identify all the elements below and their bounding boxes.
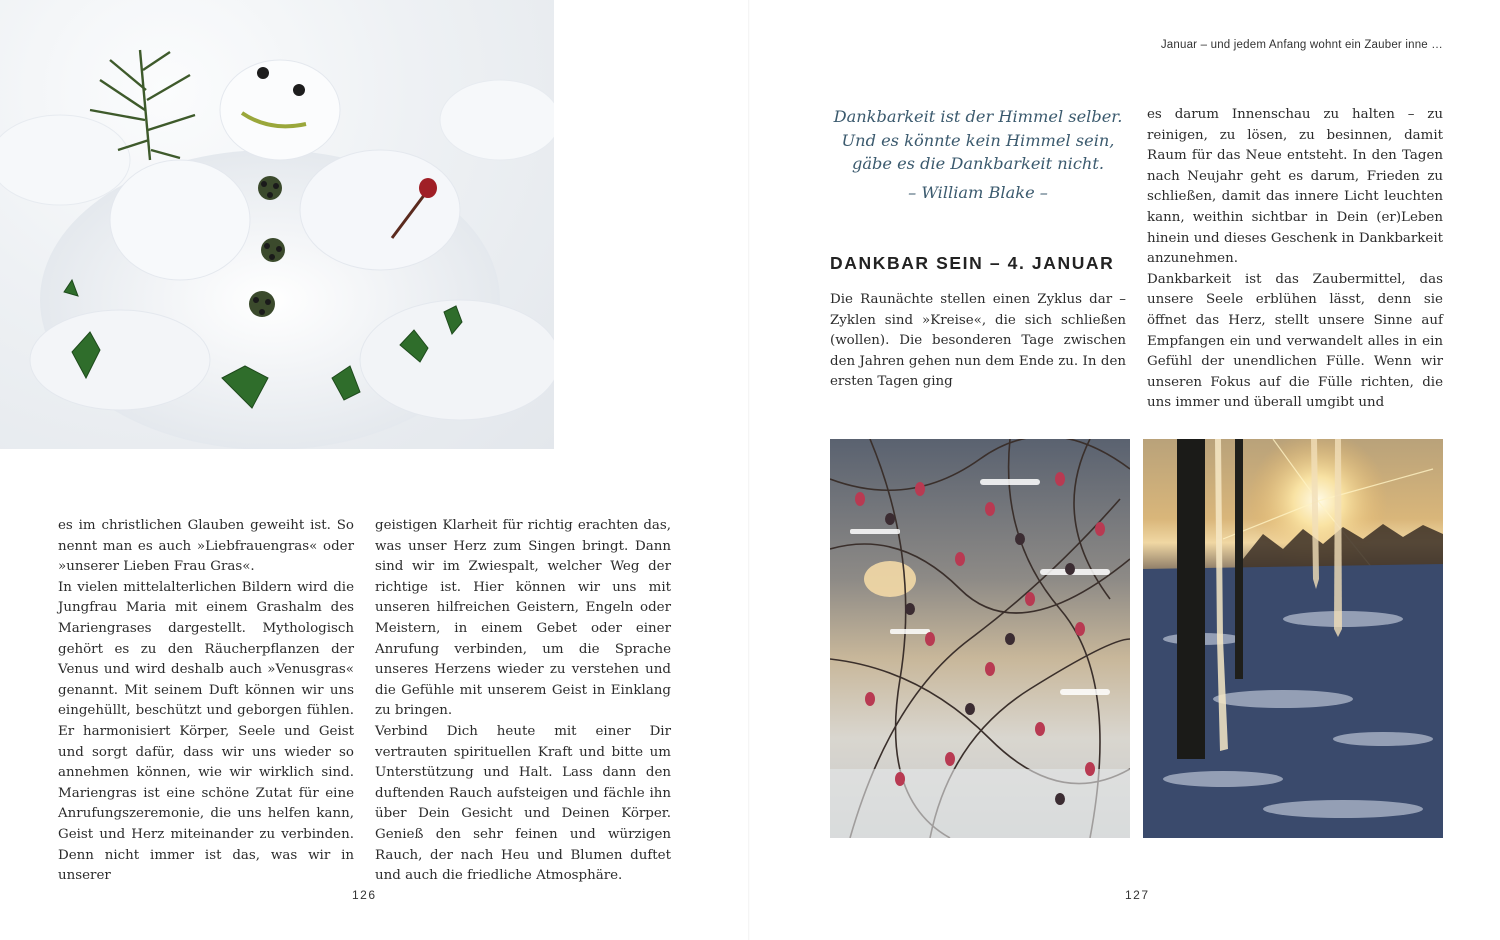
epigraph-quote [830, 105, 1126, 204]
paragraph: In vielen mittelalterlichen Bildern wird die Jungfrau Maria mit einem Grashalm des Mariengrases dargestellt. Mythologisch gehört es zu den Räucherpflanzen der Venus und wird deshalb auch »Venusgras« genannt. Mit seinem Duft können wir uns eingehüllt, beschützt und geborgen fühlen. Er harmonisiert Körper, Seele und Geist und sorgt dafür, dass wir uns wieder so annehmen können, wie wir wirklich sind. Mariengras ist eine schöne Zutat für eine Anrufungszeremonie, die uns helfen kann, Geist und Herz miteinander zu verbinden. Denn nicht immer ist das, was wir in unserer [58, 579, 354, 884]
running-head: Januar – und jedem Anfang wohnt ein Zauber inne … [1160, 39, 1443, 51]
icicle-sunset-photo [1143, 439, 1443, 838]
paragraph: Dankbarkeit ist das Zaubermittel, das unsere Seele erblühen lässt, denn sie öffnet das Herz, stellt unsere Sinne auf Empfangen ein und verwandelt alles in ein Gefühl der unendlichen Fülle. Wenn wir unseren Fokus auf die Fülle richten, die uns immer und überall umgibt und [1147, 271, 1443, 411]
paragraph: Die Raunächte stellen einen Zyklus dar – Zyklen sind »Kreise«, die sich schließen (wollen). Die besonderen Tage zwischen den Jahren gehen nun dem Ende zu. In den ersten Tagen ging [830, 292, 1126, 390]
paragraph: es darum Innenschau zu halten – zu reinigen, zu lösen, zu besinnen, damit Raum für das Neue entsteht. In den Tagen nach Neujahr geht es darum, Frieden zu schließen, damit das innere Licht leuchten kann, weithin sichtbar in Dein (er)Leben hinein und dieses Geschenk in Dankbarkeit anzunehmen. [1147, 107, 1443, 267]
left-column-2 [375, 516, 671, 887]
paragraph: Verbind Dich heute mit einer Dir vertrauten spirituellen Kraft und bitte um Unterstützung und Halt. Lass dann den duftenden Rauch aufsteigen und fächle ihn über Dein Gesicht und Deinen Körper. Genieß den sehr feinen und würzigen Rauch, der nach Heu und Blumen duftet und auch die friedliche Atmosphäre. [375, 723, 671, 884]
rosehip-branches-photo [830, 439, 1130, 838]
paragraph: es im christlichen Glauben geweiht ist. So nennt man es auch »Liebfrauengras« oder »unserer Lieben Frau Gras«. [58, 518, 354, 575]
quote-line: gäbe es die Dankbarkeit nicht. [852, 154, 1104, 173]
snowman-photo [0, 0, 554, 449]
section-heading: DANKBAR SEIN – 4. JANUAR [830, 253, 1115, 273]
right-page [750, 0, 1500, 940]
page-number: 126 [352, 888, 377, 902]
quote-author: – William Blake – [908, 182, 1048, 202]
quote-line: Dankbarkeit ist der Himmel selber. [833, 107, 1123, 126]
left-column-1 [58, 516, 354, 887]
page-number: 127 [1125, 888, 1150, 902]
right-column-2 [1147, 105, 1443, 414]
right-column-1 [830, 290, 1126, 393]
quote-line: Und es könnte kein Himmel sein, [841, 130, 1115, 150]
paragraph: geistigen Klarheit für richtig erachten das, was unser Herz zum Singen bringt. Dann sind wir im Zwiespalt, welcher Weg der richtige ist. Hier können wir uns mit unseren hilfreichen Geistern, Engeln oder Meistern, in einem Gebet oder einer Anrufung verbinden, um die Sprache unseres Herzens wieder zu verstehen und die Gefühle mit unserem Geist in Einklang zu bringen. [375, 518, 671, 719]
